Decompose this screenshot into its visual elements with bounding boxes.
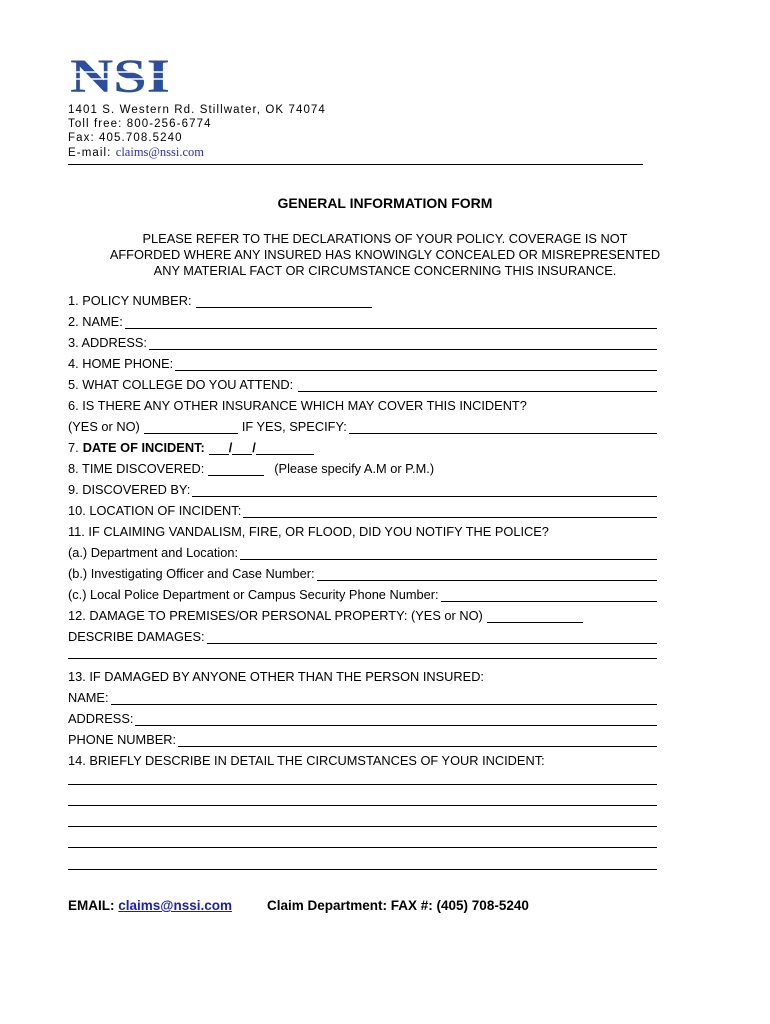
date-separator: / bbox=[228, 440, 233, 455]
home-phone-label: 4. HOME PHONE: bbox=[68, 356, 174, 371]
location-field[interactable] bbox=[243, 503, 657, 518]
circumstances-line[interactable] bbox=[68, 826, 657, 827]
name-field[interactable] bbox=[125, 314, 657, 329]
date-label: DATE OF INCIDENT: bbox=[82, 440, 205, 455]
damaged-by-other-label: 13. IF DAMAGED BY ANYONE OTHER THAN THE PERSON INSURED: bbox=[68, 669, 484, 684]
toll-free-line: Toll free: 800-256-6774 bbox=[68, 118, 212, 130]
other-name-field[interactable] bbox=[111, 690, 657, 705]
officer-field[interactable] bbox=[317, 566, 657, 581]
other-address-field[interactable] bbox=[135, 711, 657, 726]
footer-email bbox=[68, 898, 232, 913]
email-line bbox=[68, 145, 204, 160]
police-phone-field[interactable] bbox=[441, 587, 657, 602]
damage-field[interactable] bbox=[487, 608, 583, 623]
address-label: 3. ADDRESS: bbox=[68, 335, 147, 350]
circumstances-line[interactable] bbox=[68, 869, 657, 870]
header-divider bbox=[68, 164, 643, 165]
police-phone-row bbox=[68, 584, 657, 602]
name-row bbox=[68, 311, 657, 329]
department-row bbox=[68, 542, 657, 560]
time-discovered-label: 8. TIME DISCOVERED: bbox=[68, 461, 205, 476]
police-question-row bbox=[68, 521, 657, 539]
home-phone-field[interactable] bbox=[175, 356, 657, 371]
describe-damages-extra-line[interactable] bbox=[68, 658, 657, 659]
address-field[interactable] bbox=[149, 335, 657, 350]
describe-damages-label: DESCRIBE DAMAGES: bbox=[68, 629, 205, 644]
other-name-row bbox=[68, 687, 657, 705]
other-name-label: NAME: bbox=[68, 690, 109, 705]
police-question-label: 11. IF CLAIMING VANDALISM, FIRE, OR FLOOD, DID YOU NOTIFY THE POLICE? bbox=[68, 524, 549, 539]
time-discovered-field[interactable] bbox=[208, 461, 264, 476]
describe-damages-field[interactable] bbox=[207, 629, 657, 644]
if-yes-field[interactable] bbox=[349, 419, 657, 434]
other-insurance-row bbox=[68, 395, 657, 413]
discovered-by-row bbox=[68, 479, 657, 497]
date-separator: / bbox=[252, 440, 256, 455]
yes-no-label: (YES or NO) bbox=[68, 419, 140, 434]
describe-damages-row bbox=[68, 626, 657, 644]
other-address-row bbox=[68, 708, 657, 726]
damaged-by-other-row bbox=[68, 666, 657, 684]
logo-text: NSI bbox=[70, 52, 170, 98]
location-label: 10. LOCATION OF INCIDENT: bbox=[68, 503, 242, 518]
department-label: (a.) Department and Location: bbox=[68, 545, 239, 560]
officer-row bbox=[68, 563, 657, 581]
time-note: (Please specify A.M or P.M.) bbox=[274, 461, 435, 476]
damage-label: 12. DAMAGE TO PREMISES/OR PERSONAL PROPERTY: (YES or NO) bbox=[68, 608, 483, 623]
damage-row bbox=[68, 605, 657, 623]
fax-line: Fax: 405.708.5240 bbox=[68, 132, 183, 144]
police-phone-label: (c.) Local Police Department or Campus Security Phone Number: bbox=[68, 587, 439, 602]
college-row bbox=[68, 374, 657, 392]
officer-label: (b.) Investigating Officer and Case Number: bbox=[68, 566, 315, 581]
date-row bbox=[68, 437, 657, 455]
discovered-by-field[interactable] bbox=[192, 482, 657, 497]
college-field[interactable] bbox=[298, 377, 657, 392]
other-phone-row bbox=[68, 729, 657, 747]
email-link[interactable]: claims@nssi.com bbox=[115, 145, 205, 159]
date-month-field[interactable] bbox=[209, 440, 229, 455]
yes-no-field[interactable] bbox=[144, 419, 238, 434]
other-insurance-label: 6. IS THERE ANY OTHER INSURANCE WHICH MAY COVER THIS INCIDENT? bbox=[68, 398, 527, 413]
policy-number-field[interactable] bbox=[196, 293, 372, 308]
footer-email-label: EMAIL: bbox=[68, 898, 115, 913]
email-label: E-mail: bbox=[68, 147, 112, 159]
address-row bbox=[68, 332, 657, 350]
name-label: 2. NAME: bbox=[68, 314, 123, 329]
department-field[interactable] bbox=[240, 545, 657, 560]
footer-email-link[interactable]: claims@nssi.com bbox=[118, 898, 232, 913]
footer-fax: Claim Department: FAX #: (405) 708-5240 bbox=[267, 898, 529, 913]
notice-line: ANY MATERIAL FACT OR CIRCUMSTANCE CONCERNING THIS INSURANCE. bbox=[153, 263, 617, 278]
nsi-logo bbox=[68, 52, 172, 98]
address-line: 1401 S. Western Rd. Stillwater, OK 74074 bbox=[68, 104, 326, 116]
college-label: 5. WHAT COLLEGE DO YOU ATTEND: bbox=[68, 377, 294, 392]
circumstances-row bbox=[68, 750, 657, 768]
if-yes-label: IF YES, SPECIFY: bbox=[241, 419, 347, 434]
date-year-field[interactable] bbox=[256, 440, 314, 455]
form-title: GENERAL INFORMATION FORM bbox=[277, 195, 493, 211]
circumstances-label: 14. BRIEFLY DESCRIBE IN DETAIL THE CIRCUMSTANCES OF YOUR INCIDENT: bbox=[68, 753, 545, 768]
location-row bbox=[68, 500, 657, 518]
home-phone-row bbox=[68, 353, 657, 371]
policy-number-label: 1. POLICY NUMBER: bbox=[68, 293, 192, 308]
circumstances-line[interactable] bbox=[68, 805, 657, 806]
policy-number-row bbox=[68, 290, 657, 308]
date-day-field[interactable] bbox=[232, 440, 252, 455]
date-prefix: 7. bbox=[68, 440, 79, 455]
other-address-label: ADDRESS: bbox=[68, 711, 134, 726]
other-insurance-answer-row bbox=[68, 416, 657, 434]
circumstances-line[interactable] bbox=[68, 784, 657, 785]
circumstances-line[interactable] bbox=[68, 847, 657, 848]
notice-line: AFFORDED WHERE ANY INSURED HAS KNOWINGLY CONCEALED OR MISREPRESENTED bbox=[109, 247, 661, 262]
discovered-by-label: 9. DISCOVERED BY: bbox=[68, 482, 191, 497]
notice-line: PLEASE REFER TO THE DECLARATIONS OF YOUR POLICY. COVERAGE IS NOT bbox=[142, 231, 628, 246]
other-phone-field[interactable] bbox=[178, 732, 657, 747]
time-discovered-row bbox=[68, 458, 657, 476]
other-phone-label: PHONE NUMBER: bbox=[68, 732, 177, 747]
